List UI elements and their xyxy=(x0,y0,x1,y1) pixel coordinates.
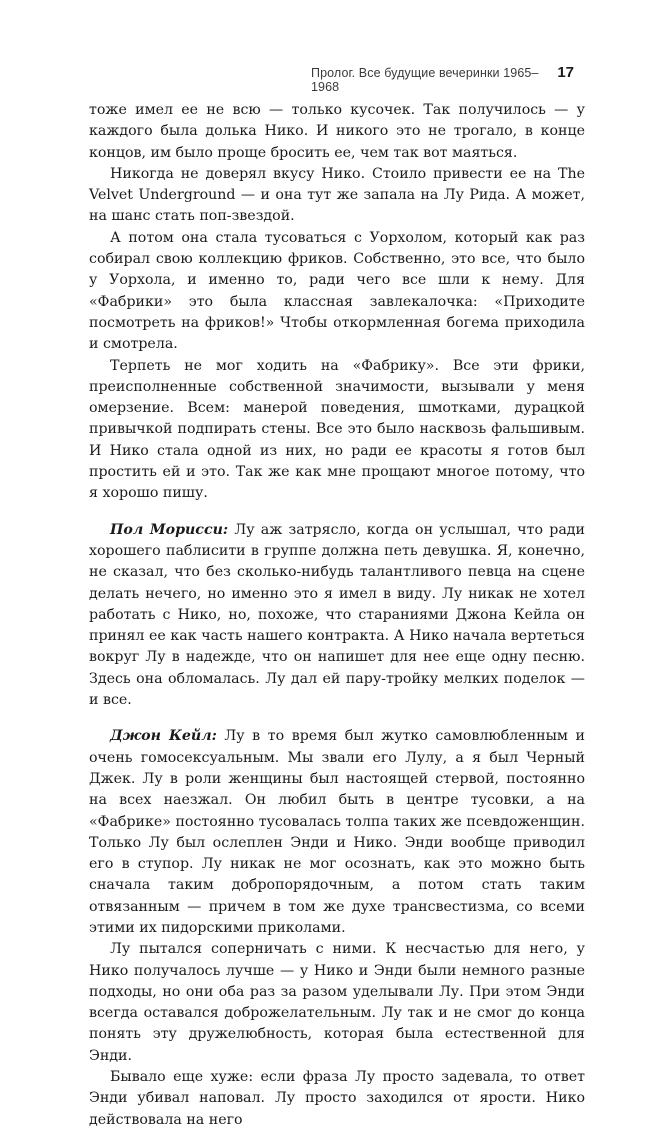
paragraph: Бывало еще хуже: если фраза Лу просто задевала, то ответ Энди убивал наповал. Лу просто заходился от ярости. Нико действовала на него xyxy=(89,1069,585,1128)
speaker-name: Пол Морисси: xyxy=(110,521,229,538)
running-title: Пролог. Все будущие вечеринки 1965–1968 xyxy=(311,66,539,94)
page-number: 17 xyxy=(557,64,574,81)
paragraph: Терпеть не мог ходить на «Фабрику». Все эти фрики, преисполненные собственной значимости, вызывали у меня омерзение. Всем: манерой поведения, шмотками, дурацкой привычкой подпирать стены. Все это было насквозь фальшивым. И Нико стала одной из них, но ради ее красоты я готов был простить ей и это. Так же как мне прощают многое потому, что я хорошо пишу. xyxy=(89,357,585,502)
paragraph: А потом она стала тусоваться с Уорхолом, который как раз собирал свою коллекцию фриков. Собственно, это все, что было у Уорхола, и именно то, ради чего все шли к нему. Для «Фабрики» это была классная завлекалочка: «Приходите посмотреть на фриков!» Чтобы откормленная богема приходила и смотрела. xyxy=(89,229,585,353)
paragraph: Никогда не доверял вкусу Нико. Стоило привести ее на The Velvet Underground — и она тут же запала на Лу Рида. А может, на шанс стать поп-звездой. xyxy=(89,165,585,225)
page-header xyxy=(311,64,574,94)
speaker-name: Джон Кейл: xyxy=(110,728,217,745)
paragraph: Лу пытался соперничать с ними. К несчастью для него, у Нико получалось лучше — у Нико и Энди были немного разные подходы, но они оба раз за разом уделывали Лу. При этом Энди всегда оставался доброжелательным. Лу так и не смог до конца понять эту дружелюбность, которая была естественной для Энди. xyxy=(89,941,585,1064)
quote-paragraph: Джон Кейл: Лу в то время был жутко самовлюбленным и очень гомосексуальным. Мы звали его Лулу, а я был Черный Джек. Лу в роли женщины был настоящей стервой, постоянно на всех наезжал. Он любил быть в центре тусовки, а на «Фабрике» постоянно тусовалась толпа таких же псевдоженщин. Только Лу был ослеплен Энди и Нико. Энди вообще приводил его в ступор. Лу никак не мог осознать, как это можно быть сначала таким добропорядочным, а потом стать таким отвязанным — причем в том же духе трансвестизма, со всеми этими их пидорскими приколами. xyxy=(89,728,585,936)
quote-paragraph: Пол Морисси: Лу аж затрясло, когда он услышал, что ради хорошего паблисити в группе должна петь девушка. Я, конечно, не сказал, что без сколько-нибудь талантливого певца на сцене делать нечего, но именно это я имел в виду. Лу никак не хотел работать с Нико, но, похоже, что стараниями Джона Кейла он принял ее как часть нашего контракта. А Нико начала вертеться вокруг Лу в надежде, что он напишет для нее еще одну песню. Здесь она обломалась. Лу дал ей пару-тройку мелких поделок — и все. xyxy=(89,521,585,709)
paragraph: тоже имел ее не всю — только кусочек. Так получилось — у каждого была долька Нико. И никого это не трогало, в конце концов, им было проще бросить ее, чем так вот маяться. xyxy=(89,102,585,161)
body-text xyxy=(89,100,585,1131)
